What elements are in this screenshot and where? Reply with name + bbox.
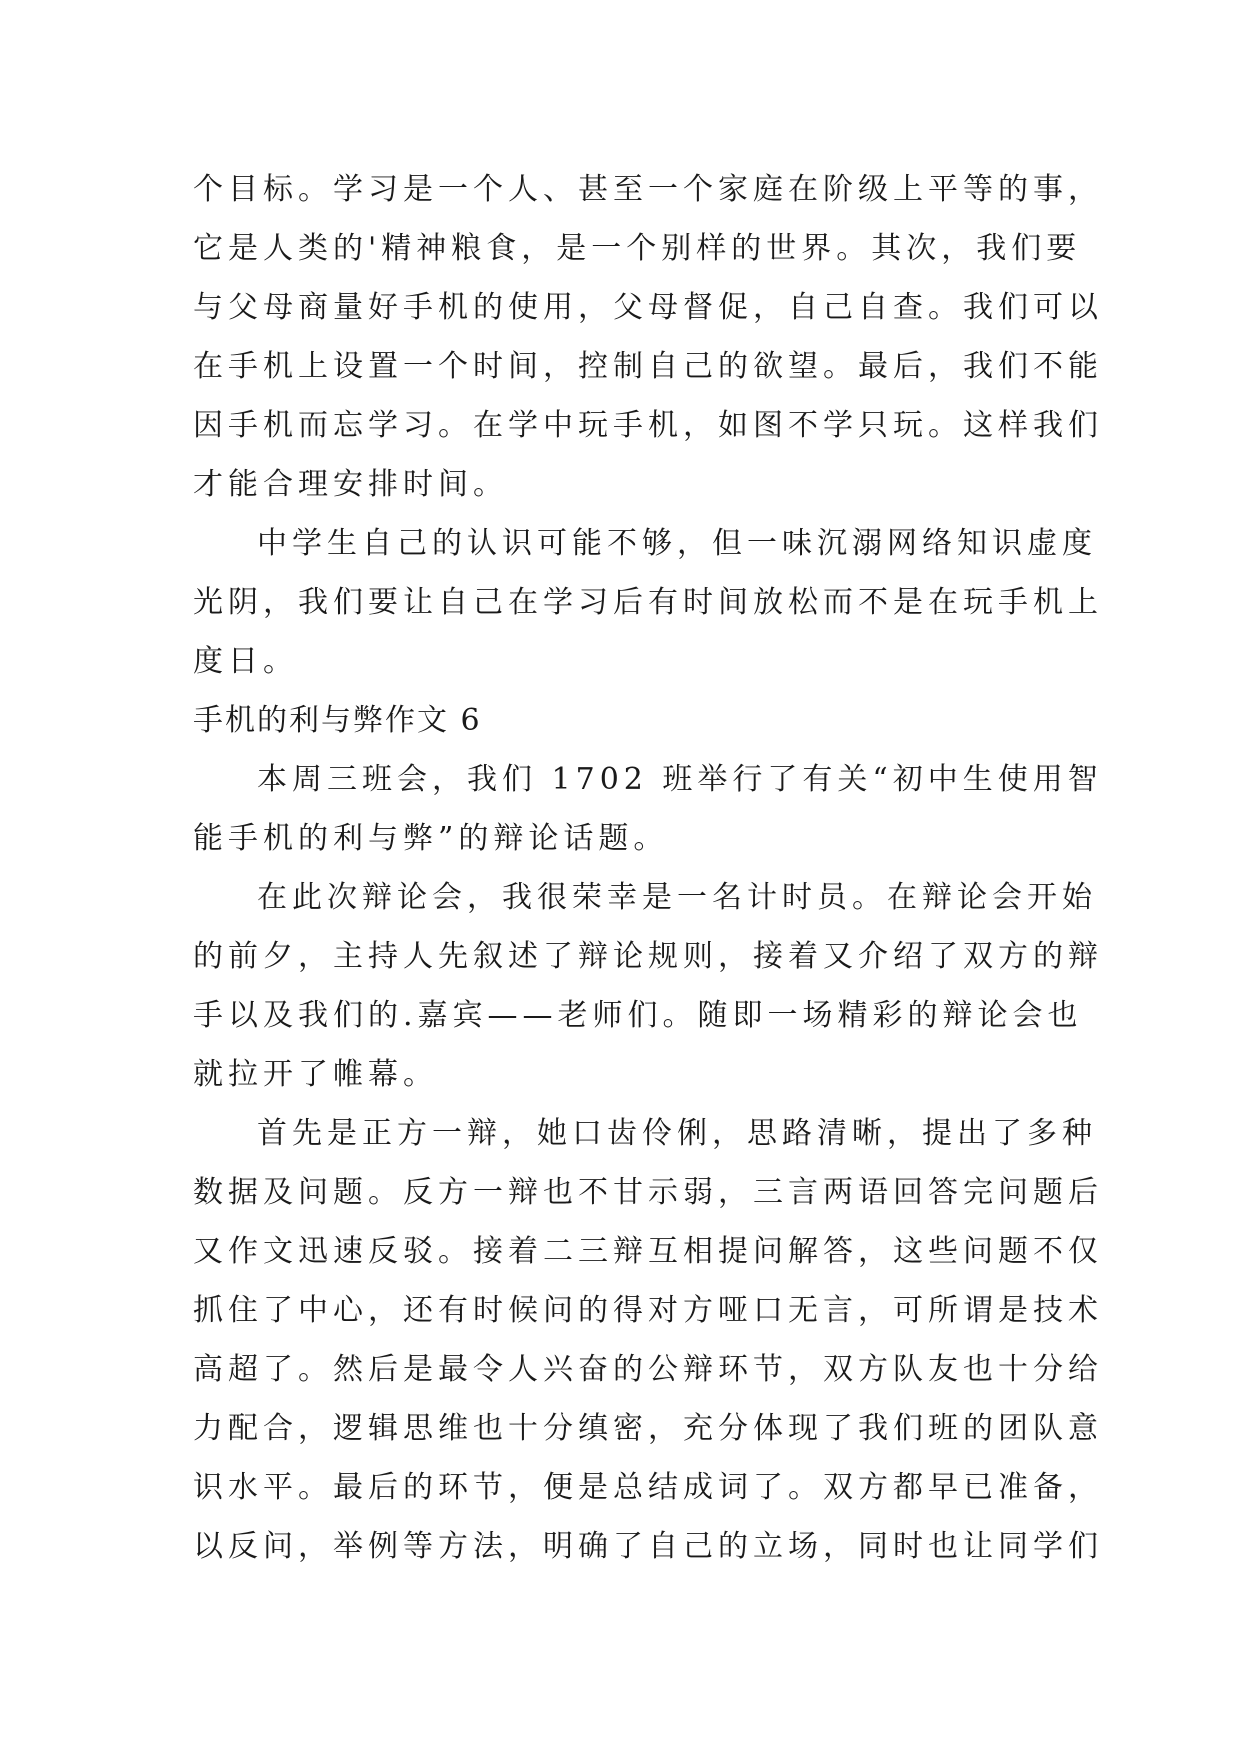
text-line: 与父母商量好手机的使用，父母督促，自己自查。我们可以 (193, 290, 1103, 325)
text-line: 高超了。然后是最令人兴奋的公辩环节，双方队友也十分给 (193, 1352, 1103, 1387)
paragraph-first-line: 首先是正方一辩，她口齿伶俐，思路清晰，提出了多种 (257, 1116, 1097, 1151)
text-line: 能手机的利与弊”的辩论话题。 (193, 821, 669, 856)
text-line: 数据及问题。反方一辩也不甘示弱，三言两语回答完问题后 (193, 1175, 1103, 1210)
section-heading: 手机的利与弊作文 6 (193, 703, 482, 738)
text-line: 力配合，逻辑思维也十分缜密，充分体现了我们班的团队意 (193, 1411, 1103, 1446)
text-line: 以反问，举例等方法，明确了自己的立场，同时也让同学们 (193, 1529, 1103, 1564)
text-line: 个目标。学习是一个人、甚至一个家庭在阶级上平等的事， (193, 172, 1103, 207)
text-line: 手以及我们的.嘉宾——老师们。随即一场精彩的辩论会也 (193, 998, 1083, 1033)
document-body (193, 160, 1103, 1576)
text-line: 的前夕，主持人先叙述了辩论规则，接着又介绍了双方的辩 (193, 939, 1103, 974)
text-line: 在手机上设置一个时间，控制自己的欲望。最后，我们不能 (193, 349, 1103, 384)
text-line: 光阴，我们要让自己在学习后有时间放松而不是在玩手机上 (193, 585, 1103, 620)
paragraph-first-line: 在此次辩论会，我很荣幸是一名计时员。在辩论会开始 (257, 880, 1097, 915)
text-line: 它是人类的'精神粮食，是一个别样的世界。其次，我们要 (193, 231, 1082, 266)
text-line: 因手机而忘学习。在学中玩手机，如图不学只玩。这样我们 (193, 408, 1103, 443)
text-line: 才能合理安排时间。 (193, 467, 508, 502)
text-line: 度日。 (193, 644, 298, 679)
text-line: 又作文迅速反驳。接着二三辩互相提问解答，这些问题不仅 (193, 1234, 1103, 1269)
text-line: 识水平。最后的环节，便是总结成词了。双方都早已准备， (193, 1470, 1103, 1505)
text-line: 就拉开了帷幕。 (193, 1057, 438, 1092)
text-line: 抓住了中心，还有时候问的得对方哑口无言，可所谓是技术 (193, 1293, 1103, 1328)
paragraph-first-line: 本周三班会，我们 1702 班举行了有关“初中生使用智 (257, 762, 1103, 797)
paragraph-first-line: 中学生自己的认识可能不够，但一味沉溺网络知识虚度 (257, 526, 1097, 561)
